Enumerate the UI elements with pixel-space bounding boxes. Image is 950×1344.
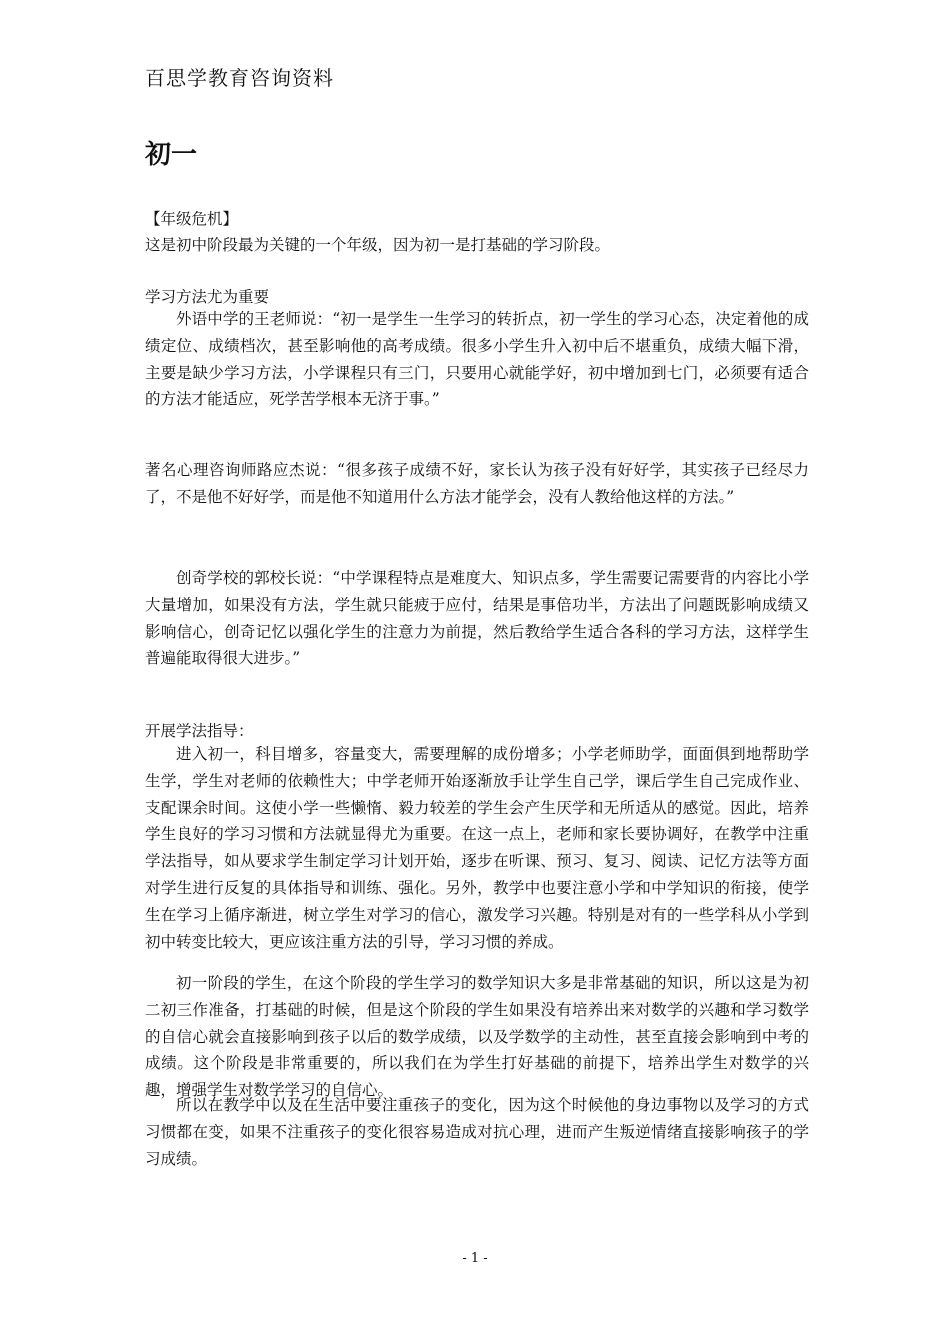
subheading-guidance: 开展学法指导： [145, 722, 254, 740]
subheading-methods: 学习方法尤为重要 [145, 288, 270, 306]
quote-lu-paragraph: 著名心理咨询师路应杰说：“很多孩子成绩不好，家长认为孩子没有好好学，其实孩子已经尽力了，不是他不好好学，而是他不知道用什么方法才能学会，没有人教给他这样的方法。” [145, 461, 809, 506]
section-label: 【年级危机】 [145, 210, 239, 228]
quote-guo-paragraph: 创奇学校的郭校长说：“中学课程特点是难度大、知识点多，学生需要记需要背的内容比小学大量增加，如果没有方法，学生就只能疲于应付，结果是事倍功半，方法出了问题既影响成绩又影响信心，创奇记忆以强化学生的注意力为前提，然后教给学生适合各科的学习方法，这样学生普遍能取得很大进步。” [145, 569, 809, 668]
intro-paragraph: 这是初中阶段最为关键的一个年级，因为初一是打基础的学习阶段。 [145, 236, 611, 254]
guidance-paragraph: 进入初一，科目增多，容量变大，需要理解的成份增多；小学老师助学，面面俱到地帮助学生学，学生对老师的依赖性大；中学老师开始逐渐放手让学生自己学，课后学生自己完成作业、支配课余时间。这使小学一些懒惰、毅力较差的学生会产生厌学和无所适从的感觉。因此，培养学生良好的学习习惯和方法就显得尤为重要。在这一点上，老师和家长要协调好，在教学中注重学法指导，如从要求学生制定学习计划开始，逐步在听课、预习、复习、阅读、记忆方法等方面对学生进行反复的具体指导和训练、强化。另外，教学中也要注意小学和中学知识的衔接，使学生在学习上循序渐进，树立学生对学习的信心，激发学习兴趣。特别是对有的一些学科从小学到初中转变比较大，更应该注重方法的引导，学习习惯的养成。 [145, 745, 809, 951]
math-paragraph: 初一阶段的学生，在这个阶段的学生学习的数学知识大多是非常基础的知识，所以这是为初二初三作准备，打基础的时候，但是这个阶段的学生如果没有培养出来对数学的兴趣和学习数学的自信心就会直接影响到孩子以后的数学成绩，以及学数学的主动性，甚至直接会影响到中考的成绩。这个阶段是非常重要的，所以我们在为学生打好基础的前提下，培养出学生对数学的兴趣，增强学生对数学学习的自信心。 [145, 974, 809, 1100]
document-header: 百思学教育咨询资料 [145, 66, 334, 90]
page-number: - 1 - [462, 1251, 488, 1266]
page-title: 初一 [145, 140, 198, 170]
change-paragraph: 所以在教学中以及在生活中要注重孩子的变化，因为这个时候他的身边事物以及学习的方式习惯都在变，如果不注重孩子的变化很容易造成对抗心理，进而产生叛逆情绪直接影响孩子的学习成绩。 [145, 1096, 809, 1168]
quote-wang-paragraph: 外语中学的王老师说：“初一是学生一生学习的转折点，初一学生的学习心态，决定着他的成绩定位、成绩档次，甚至影响他的高考成绩。很多小学生升入初中后不堪重负，成绩大幅下滑，主要是缺少学习方法，小学课程只有三门，只要用心就能学好，初中增加到七门，必须要有适合的方法才能适应，死学苦学根本无济于事。” [145, 310, 809, 409]
